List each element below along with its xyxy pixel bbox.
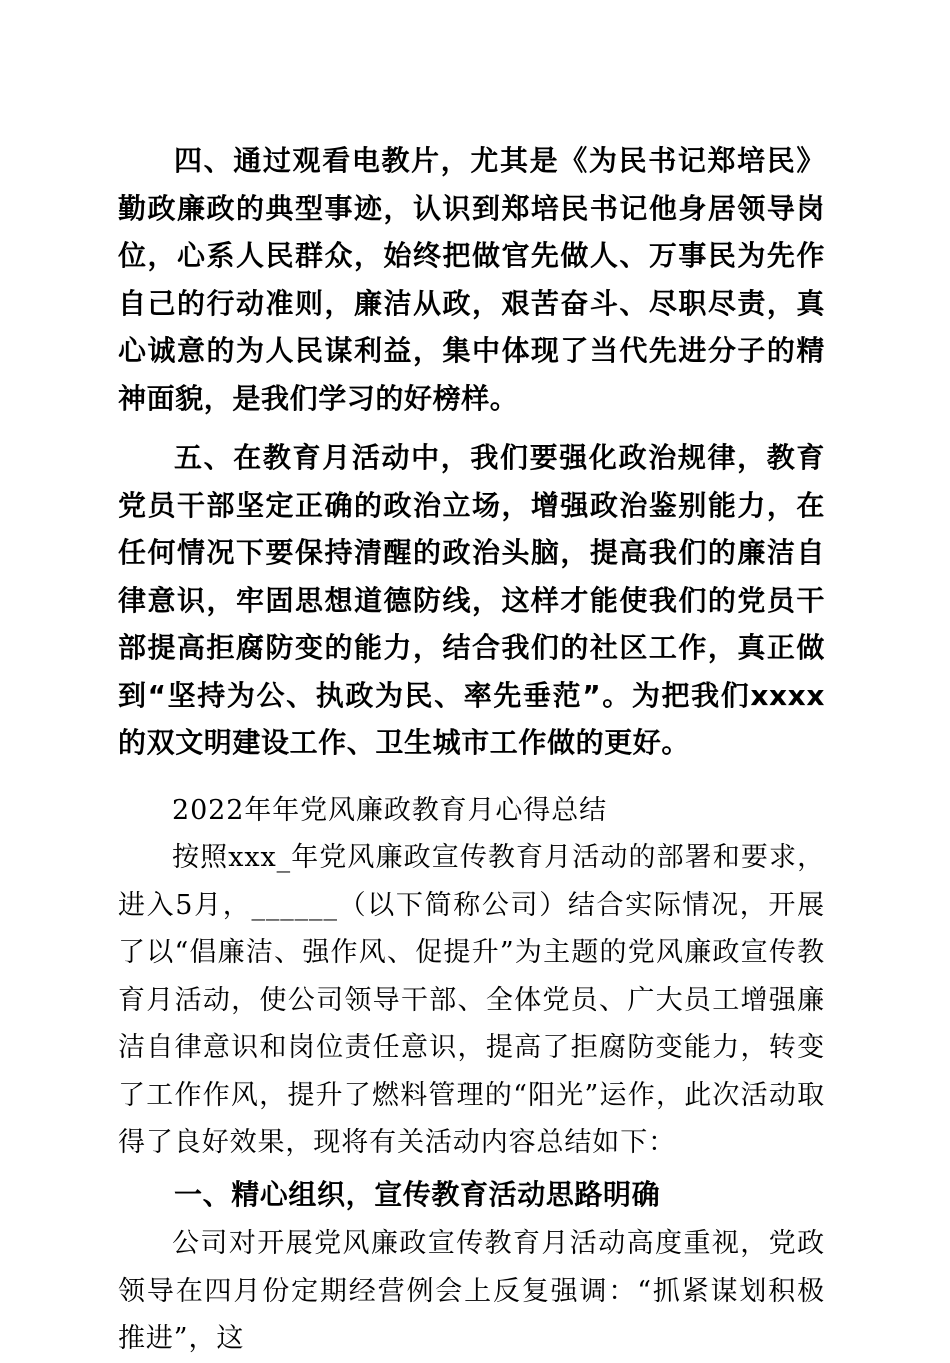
document-body <box>118 137 825 1363</box>
paragraph-five: 五、在教育月活动中，我们要强化政治规律，教育党员干部坚定正确的政治立场，增强政治鉴别能力，在任何情况下要保持清醒的政治头脑，提高我们的廉洁自律意识，牢固思想道德防线，这样才能使我们的党员干部提高拒腐防变的能力，结合我们的社区工作，真正做到“坚持为公、执政为民、率先垂范”。为把我们xxxx的双文明建设工作、卫生城市工作做的更好。 <box>118 441 825 759</box>
paragraph-four: 四、通过观看电教片，尤其是《为民书记郑培民》勤政廉政的典型事迹，认识到郑培民书记他身居领导岗位，心系人民群众，始终把做官先做人、万事民为先作自己的行动准则，廉洁从政，艰苦奋斗、尽职尽责，真心诚意的为人民谋利益，集中体现了当代先进分子的精神面貌，是我们学习的好榜样。 <box>118 144 825 415</box>
paragraph-intro: 按照xxx_年党风廉政宣传教育月活动的部署和要求，进入5月，______（以下简称公司）结合实际情况，开展了以“倡廉洁、强作风、促提升”为主题的党风廉政宣传教育月活动，使公司领导干部、全体党员、广大员工增强廉洁自律意识和岗位责任意识，提高了拒腐防变能力，转变了工作作风，提升了燃料管理的“阳光”运作，此次活动取得了良好效果，现将有关活动内容总结如下： <box>118 842 825 1158</box>
paragraph-company: 公司对开展党风廉政宣传教育月活动高度重视，党政领导在四月份定期经营例会上反复强调：“抓紧谋划积极推进”，这 <box>118 1228 825 1354</box>
section-title: 2022年年党风廉政教育月心得总结 <box>172 794 608 826</box>
heading-one: 一、精心组织，宣传教育活动思路明确 <box>174 1177 661 1211</box>
